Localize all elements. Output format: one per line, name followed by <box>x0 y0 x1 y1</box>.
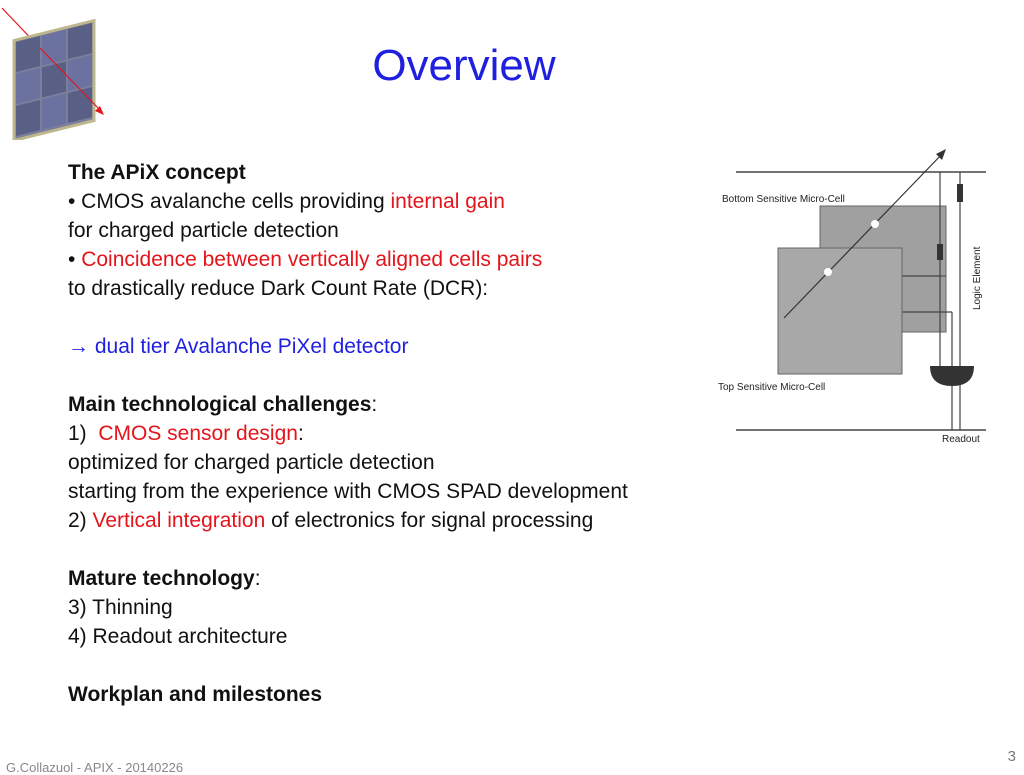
challenge-item-2: 2) Vertical integration of electronics for signal processing <box>68 509 594 532</box>
concept-result: → dual tier Avalanche PiXel detector <box>68 335 409 358</box>
concept-bullet-1-cont: for charged particle detection <box>68 219 339 242</box>
slide-body <box>68 158 708 709</box>
coincidence-highlight: Coincidence between vertically aligned cells pairs <box>81 248 543 271</box>
vertical-integration-highlight: Vertical integration <box>92 509 266 532</box>
concept-heading: The APiX concept <box>68 161 246 184</box>
page-number: 3 <box>1007 748 1016 765</box>
coincidence-diagram <box>712 140 1002 450</box>
internal-gain-highlight: internal gain <box>390 190 505 213</box>
label-logic-element: Logic Element <box>972 246 983 310</box>
mature-item-4: 4) Readout architecture <box>68 625 288 648</box>
label-top-cell: Top Sensitive Micro-Cell <box>718 382 826 393</box>
workplan-heading: Workplan and milestones <box>68 683 322 706</box>
slide-title: Overview <box>372 41 556 90</box>
mature-heading: Mature technology: <box>68 567 261 590</box>
challenge-item-1: 1) CMOS sensor design: <box>68 422 304 445</box>
label-readout: Readout <box>942 434 980 445</box>
challenges-heading: Main technological challenges: <box>68 393 378 416</box>
cmos-design-highlight: CMOS sensor design <box>98 422 298 445</box>
slide-footer: G.Collazuol - APIX - 20140226 <box>6 760 184 775</box>
challenge-item-1-line-2: optimized for charged particle detection <box>68 451 435 474</box>
mature-item-3: 3) Thinning <box>68 596 173 619</box>
concept-bullet-1: • CMOS avalanche cells providing internal gain <box>68 190 505 213</box>
concept-bullet-2-cont: to drastically reduce Dark Count Rate (DCR): <box>68 277 489 300</box>
concept-bullet-2: • Coincidence between vertically aligned cells pairs <box>68 248 543 271</box>
label-bottom-cell: Bottom Sensitive Micro-Cell <box>722 194 845 205</box>
challenge-item-1-line-3: starting from the experience with CMOS SPAD development <box>68 480 628 503</box>
